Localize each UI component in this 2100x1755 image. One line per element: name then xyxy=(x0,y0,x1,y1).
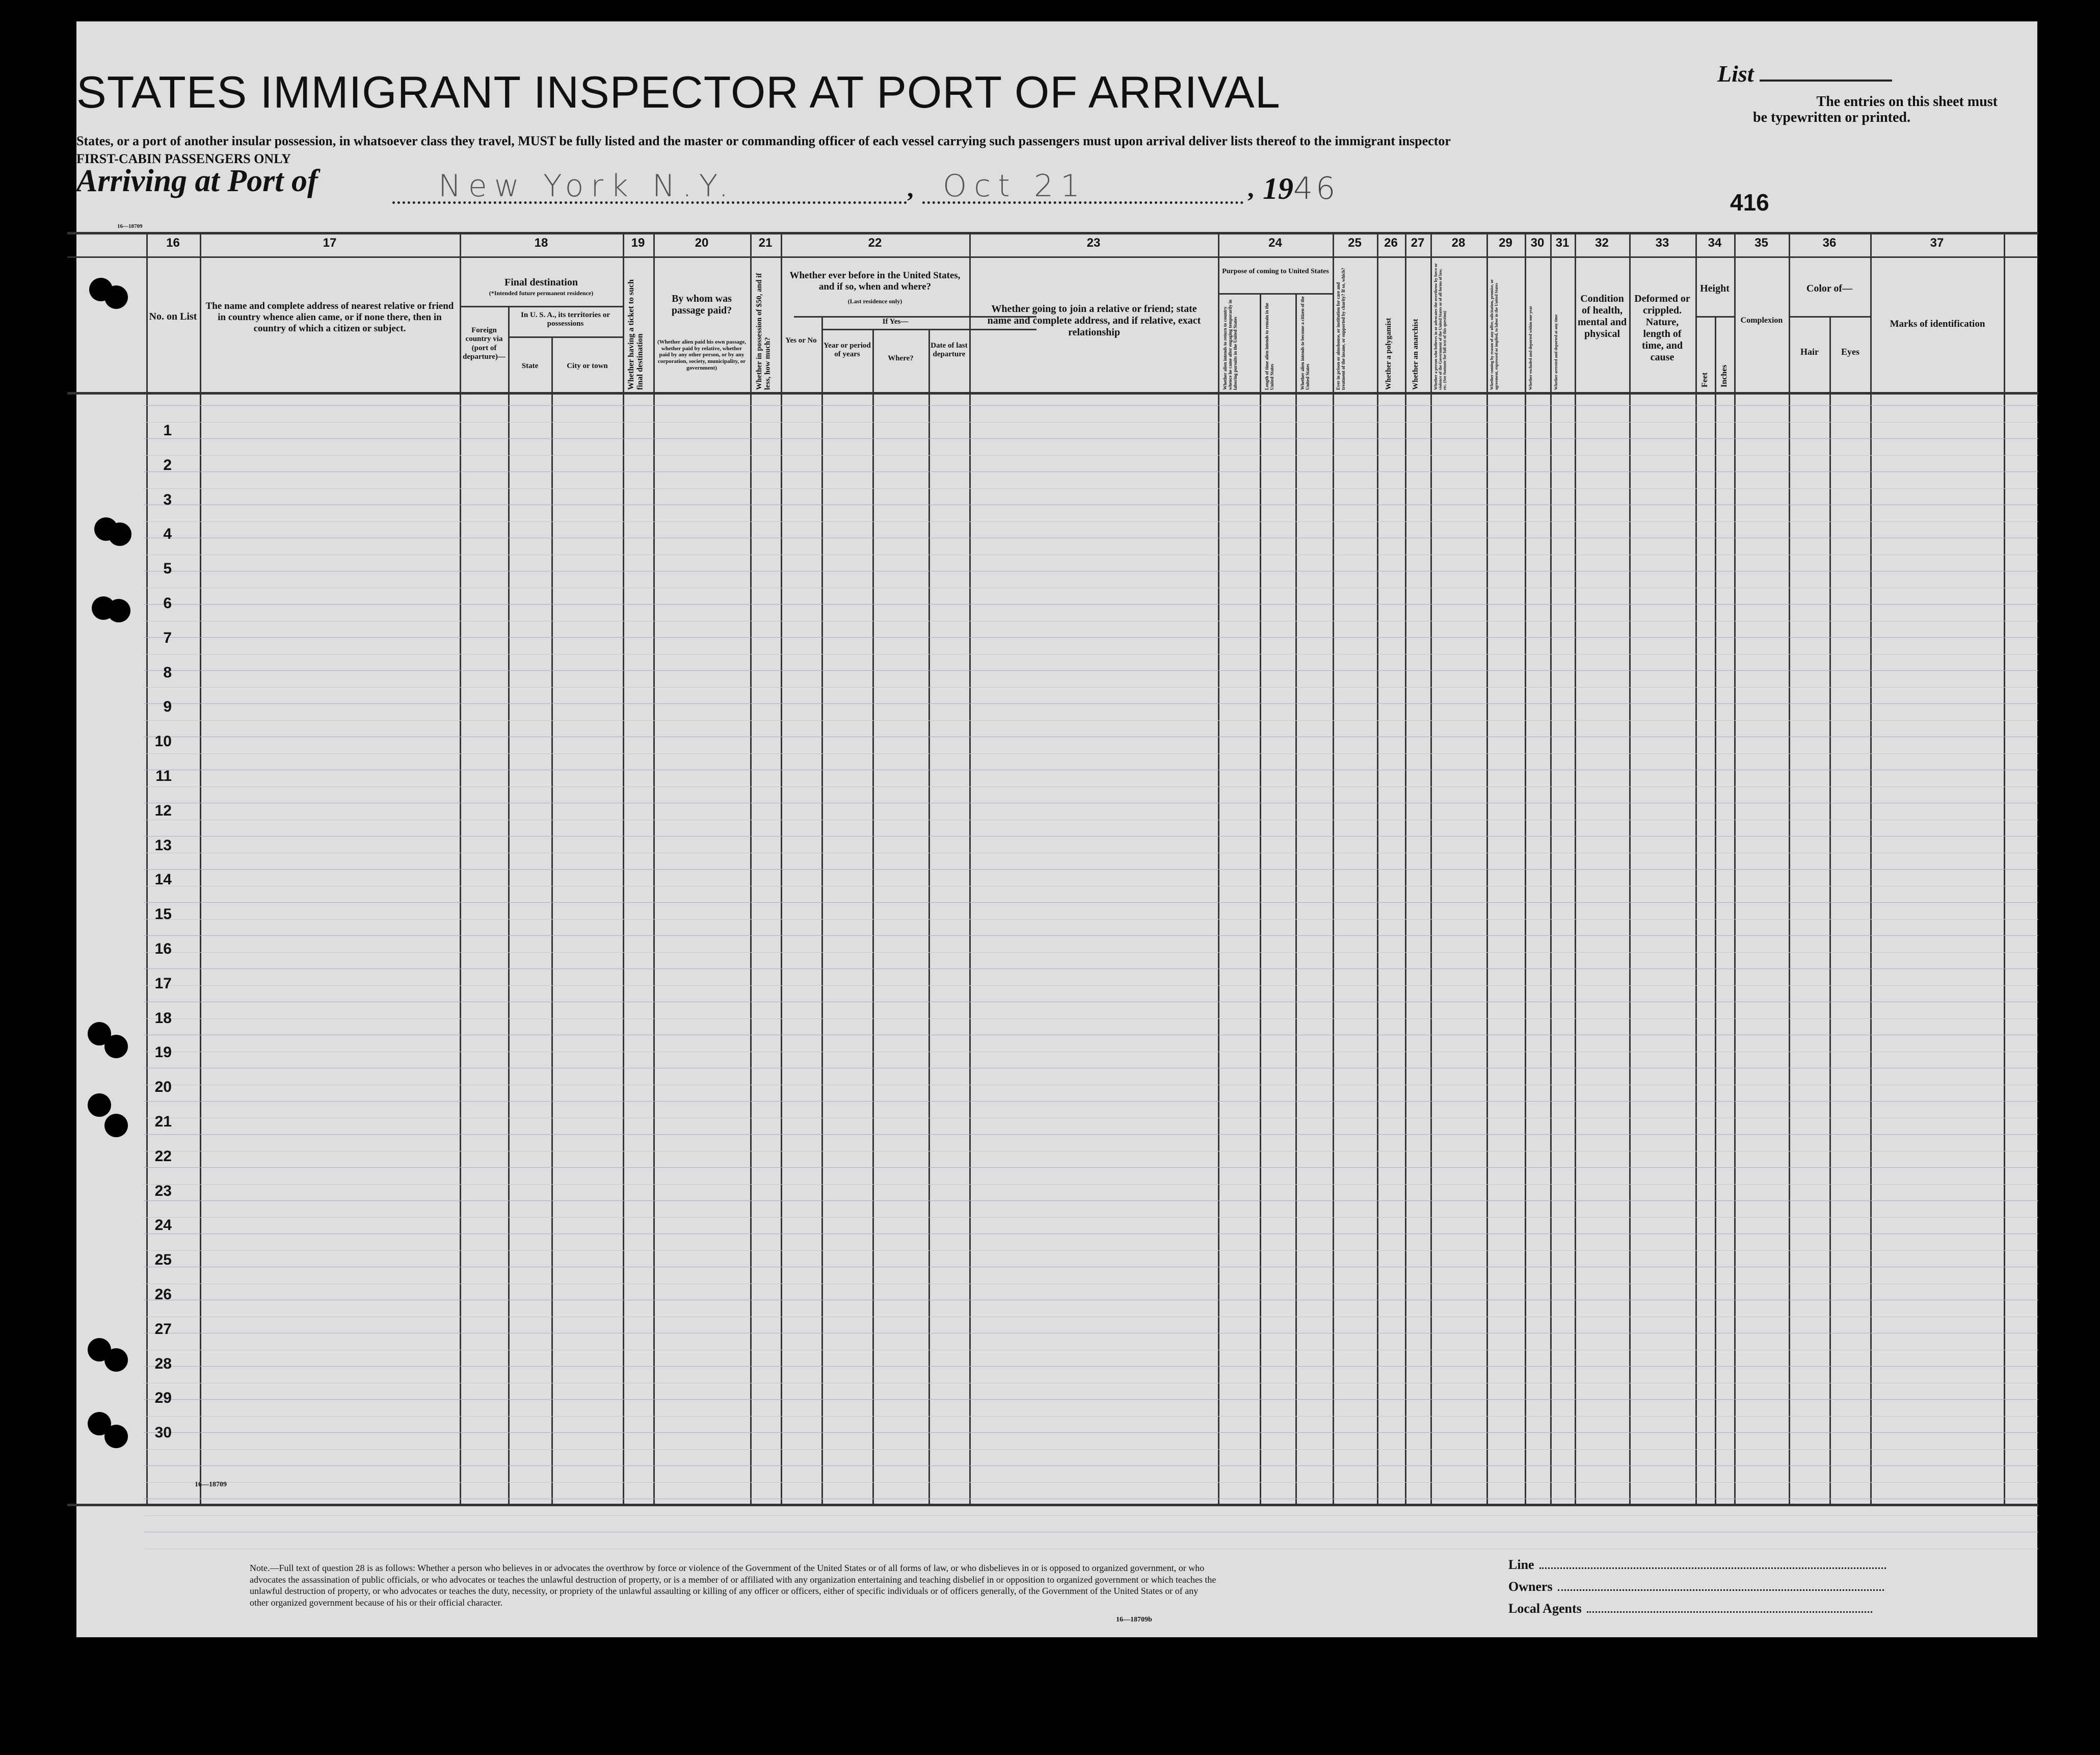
grid-line xyxy=(144,1184,2038,1185)
owners-label: Owners xyxy=(1508,1579,1553,1594)
grid-line xyxy=(144,670,2038,671)
row-number: 20 xyxy=(154,1079,172,1096)
grid-line xyxy=(144,521,2038,522)
punch-hole xyxy=(108,522,131,546)
hdr-28: Whether a person who believes in or advocates the overthrow by force or violence of the Government of the United States or of all forms of law, etc. (See footnote for full text of this question) xyxy=(1433,263,1447,390)
hdr-25: Ever in prison or almshouse, or institution for care and treatment of the insane, or supported by charity? If so, which? xyxy=(1336,268,1346,390)
sep-18 xyxy=(460,306,623,307)
row-number: 18 xyxy=(154,1009,172,1027)
grid-line xyxy=(144,455,2038,456)
table-bottom-rule xyxy=(67,1504,2038,1506)
colnum-17: 17 xyxy=(323,236,337,250)
row-number: 17 xyxy=(154,975,172,992)
typewritten-note xyxy=(1753,94,1998,126)
hdr-20-note: (Whether alien paid his own passage, whether paid by relative, whether paid by any other person, or by any corporation, society, municipality, or government) xyxy=(657,339,746,371)
hdr-17: The name and complete address of nearest relative or friend in country whence alien came, or if none there, then in country of which a citizen or subject. xyxy=(205,301,454,334)
grid-line xyxy=(144,902,2038,903)
grid-line xyxy=(144,935,2038,936)
grid-line xyxy=(144,1482,2038,1483)
grid-line xyxy=(144,869,2038,870)
hdr-18: Final destination xyxy=(504,277,578,288)
hdr-22-year: Year or period of years xyxy=(823,342,871,359)
grid-line xyxy=(144,422,2038,423)
header-bottom-rule xyxy=(67,392,2038,395)
grid-line xyxy=(144,1366,2038,1367)
row-number: 7 xyxy=(163,629,172,646)
hdr-18-city: City or town xyxy=(567,362,608,370)
v-22b xyxy=(872,329,874,1506)
row-number: 22 xyxy=(154,1147,172,1165)
row-number: 9 xyxy=(163,698,172,716)
row-number: 14 xyxy=(154,871,172,888)
manifest-table xyxy=(67,232,2038,1511)
hdr-36-hair: Hair xyxy=(1800,347,1819,357)
row-number: 11 xyxy=(155,768,172,784)
colnum-21: 21 xyxy=(758,236,773,250)
list-blank xyxy=(1760,80,1892,82)
colnum-20: 20 xyxy=(695,236,709,250)
grid-line xyxy=(144,405,2038,406)
grid-line xyxy=(144,968,2038,969)
punch-hole xyxy=(88,1093,111,1117)
list-label xyxy=(1717,60,1892,87)
grid-line xyxy=(144,438,2038,439)
grid-line xyxy=(144,1416,2038,1417)
colnum-26: 26 xyxy=(1384,236,1398,250)
hdr-21: Whether in possession of $50, and if less, how much? xyxy=(755,273,772,390)
colnum-36: 36 xyxy=(1822,236,1837,250)
line-label: Line xyxy=(1508,1557,1534,1572)
hdr-34-inches: Inches xyxy=(1720,364,1729,387)
colnum-24: 24 xyxy=(1268,236,1282,250)
colnum-27: 27 xyxy=(1411,236,1425,250)
grid-line xyxy=(144,720,2038,721)
hdr-24c: Whether alien intends to become a citizen of the United States xyxy=(1300,296,1310,390)
hdr-24: Purpose of coming to United States xyxy=(1222,268,1329,275)
form-number-note: 16—18709b xyxy=(1116,1616,1152,1623)
table-top-rule xyxy=(67,232,2038,234)
hdr-30: Whether excluded and deported within one year xyxy=(1528,306,1533,390)
hdr-22-where: Where? xyxy=(888,354,914,362)
colnum-32: 32 xyxy=(1595,236,1609,250)
grid-line xyxy=(144,637,2038,638)
colnum-16: 16 xyxy=(166,236,180,250)
subtitle-line1: States, or a port of another insular possession, in whatsoever class they travel, MUST be fully listed and the master or commanding officer of each vessel carrying such passengers must upon arrival deliver lists thereof to the immigrant inspector xyxy=(76,134,1451,148)
grid-line xyxy=(144,703,2038,704)
row-number: 8 xyxy=(163,664,172,681)
grid-line xyxy=(144,753,2038,754)
grid-line xyxy=(144,1283,2038,1284)
row-number: 26 xyxy=(154,1286,172,1303)
hdr-20: By whom was passage paid? xyxy=(671,293,732,316)
v-22a xyxy=(821,316,823,1506)
list-label-text: List xyxy=(1717,61,1754,87)
hdr-22-note: (Last residence only) xyxy=(847,298,902,305)
year-field xyxy=(1263,171,1338,206)
colnum-35: 35 xyxy=(1755,236,1768,250)
colnum-19: 19 xyxy=(631,236,645,250)
row-number: 6 xyxy=(163,595,172,612)
hdr-18-note: (*Intended future permanent residence) xyxy=(489,290,594,297)
punch-hole xyxy=(104,1425,128,1448)
sheet-number: 416 xyxy=(1730,189,1769,216)
hdr-24b: Length of time alien intends to remain in the United States xyxy=(1264,303,1274,390)
grid-line xyxy=(144,1399,2038,1400)
grid-line xyxy=(144,919,2038,920)
hdr-18-foreign: Foreign country via (port of departure)— xyxy=(463,326,506,361)
owners-field xyxy=(1508,1579,1884,1594)
row-number: 2 xyxy=(163,456,172,474)
colnum-33: 33 xyxy=(1655,236,1669,250)
year-handwritten: 46 xyxy=(1293,171,1339,206)
hdr-37: Marks of identification xyxy=(1890,319,1985,329)
grid-line xyxy=(144,1018,2038,1019)
grid-line xyxy=(144,952,2038,953)
v-22c xyxy=(928,329,930,1506)
hdr-18-usa: In U. S. A., its territories or possessions xyxy=(521,311,610,328)
punch-hole xyxy=(104,1348,128,1372)
row-number: 15 xyxy=(154,906,172,923)
colnum-25: 25 xyxy=(1348,236,1362,250)
hdr-34-feet: Feet xyxy=(1700,372,1709,387)
row-number: 24 xyxy=(154,1217,172,1234)
colnum-34: 34 xyxy=(1708,236,1722,250)
grid-line xyxy=(144,1449,2038,1450)
row-number: 10 xyxy=(154,733,172,750)
hdr-35: Complexion xyxy=(1740,316,1783,325)
hdr-22-yesno: Yes or No xyxy=(785,336,817,345)
grid-line xyxy=(144,1465,2038,1466)
colnum-31: 31 xyxy=(1555,236,1570,250)
hdr-18-state: State xyxy=(521,362,539,370)
hdr-36-eyes: Eyes xyxy=(1841,347,1859,357)
row-number: 21 xyxy=(154,1113,172,1130)
arriving-line xyxy=(76,163,318,199)
subtitle-line2: FIRST-CABIN PASSENGERS ONLY xyxy=(76,151,291,166)
punch-hole xyxy=(104,1035,128,1058)
grid-line xyxy=(144,1515,2038,1516)
punch-hole xyxy=(104,285,128,309)
colnum-28: 28 xyxy=(1451,236,1466,250)
row-number: 3 xyxy=(163,491,172,508)
grid-line xyxy=(144,1134,2038,1135)
v-24b xyxy=(1295,293,1297,1506)
punch-hole xyxy=(104,1114,128,1137)
arriving-label: Arriving at Port of xyxy=(76,164,318,198)
colnum-29: 29 xyxy=(1499,236,1512,250)
typewritten-note-line1: The entries on this sheet must xyxy=(1816,94,1998,110)
grid-line xyxy=(144,1101,2038,1102)
row-number: 12 xyxy=(154,802,172,819)
hdr-22-date: Date of last departure xyxy=(931,342,968,359)
page-title: STATES IMMIGRANT INSPECTOR AT PORT OF ARRIVAL xyxy=(76,67,1281,117)
hdr-33: Deformed or crippled. Nature, length of time, and cause xyxy=(1634,293,1690,363)
hdr-no-on-list: No. on List xyxy=(149,311,197,322)
colnum-23: 23 xyxy=(1086,236,1101,250)
grid-line xyxy=(144,1217,2038,1218)
grid-line xyxy=(144,1432,2038,1433)
grid-line xyxy=(144,1200,2038,1201)
colnum-37: 37 xyxy=(1930,236,1944,250)
local-agents-field xyxy=(1508,1601,1872,1616)
sep-18b xyxy=(508,336,623,338)
row-number: 13 xyxy=(154,836,172,854)
form-number-bottom: 16—18709 xyxy=(195,1481,227,1488)
hdr-27: Whether an anarchist xyxy=(1412,319,1420,390)
port-field xyxy=(392,168,907,204)
row-number: 16 xyxy=(154,940,172,957)
typewritten-note-line2: be typewritten or printed. xyxy=(1753,109,1910,125)
grid-line xyxy=(144,1250,2038,1251)
colnum-rule xyxy=(67,256,2038,258)
colnum-18: 18 xyxy=(534,236,548,250)
grid-line xyxy=(144,488,2038,489)
hdr-24a: Whether alien intends to return to country whence he came after engaging temporarily in laboring pursuits in the United States xyxy=(1222,299,1238,390)
sep-24 xyxy=(1218,293,1333,295)
form-number-top: 16—18709 xyxy=(117,223,143,229)
hdr-32: Condition of health, mental and physical xyxy=(1577,293,1627,339)
row-number: 23 xyxy=(154,1182,172,1199)
row-number: 30 xyxy=(154,1424,172,1442)
colnum-30: 30 xyxy=(1530,236,1545,250)
hdr-29: Whether coming by reason of any offer, solicitation, promise, or agreement, expressed or implied, to labor in the United States xyxy=(1490,279,1499,390)
v-34a xyxy=(1715,316,1716,1506)
footnote-28: Note.—Full text of question 28 is as follows: Whether a person who believes in or advocates the overthrow by force or violence of the Government of the United States or of all forms of law, or who disbelieves in or is opposed to organized government, or who advocates the assassination of public officials, or who advocates or teaches the unlawful destruction of property, or is a member of or affiliated with any organization entertaining and teaching disbelief in or opposition to organized government or which teaches the unlawful destruction of property, or who advocates or teaches the duty, necessity, or propriety of the unlawful assaulting or killing of any officer or officers, either of specific individuals or of officers generally, of the Government of the United States or of any other organized government because of his or their official character. xyxy=(250,1563,1216,1608)
hdr-22-ifyes: If Yes— xyxy=(882,318,909,326)
hdr-34: Height xyxy=(1700,283,1730,294)
comma-1: , xyxy=(907,174,914,202)
line-field xyxy=(1508,1557,1886,1573)
row-number: 28 xyxy=(154,1355,172,1372)
hdr-19: Whether having a ticket to such final destination xyxy=(627,279,645,390)
year-printed: 19 xyxy=(1263,172,1293,205)
date-handwritten: Oct 21 xyxy=(943,168,1087,204)
row-number: 4 xyxy=(163,526,172,543)
date-field xyxy=(922,168,1243,204)
row-number: 5 xyxy=(163,560,172,578)
port-handwritten: New York N.Y. xyxy=(438,168,736,204)
hdr-26: Whether a polygamist xyxy=(1385,318,1393,390)
grid-line xyxy=(144,687,2038,688)
grid-line xyxy=(144,1167,2038,1168)
row-number: 1 xyxy=(163,422,172,439)
hdr-31: Whether arrested and deported at any time xyxy=(1554,314,1558,390)
punch-hole xyxy=(107,599,130,622)
v-24a xyxy=(1260,293,1261,1506)
colnum-22: 22 xyxy=(868,236,882,250)
comma-2: , xyxy=(1247,174,1254,202)
v-18b xyxy=(551,336,553,1506)
v-18a xyxy=(508,306,510,1506)
hdr-23: Whether going to join a relative or friend; state name and complete address, and if relative, exact relationship xyxy=(987,303,1201,338)
hdr-36: Color of— xyxy=(1806,283,1853,294)
grid-line xyxy=(144,604,2038,605)
grid-line xyxy=(144,985,2038,986)
row-number: 19 xyxy=(154,1044,172,1061)
row-number: 27 xyxy=(154,1320,172,1338)
hdr-22: Whether ever before in the United States, and if so, when and where? xyxy=(789,270,961,292)
row-number: 25 xyxy=(154,1251,172,1269)
local-agents-label: Local Agents xyxy=(1508,1601,1582,1616)
row-number: 29 xyxy=(154,1390,172,1407)
v-36a xyxy=(1829,316,1831,1506)
